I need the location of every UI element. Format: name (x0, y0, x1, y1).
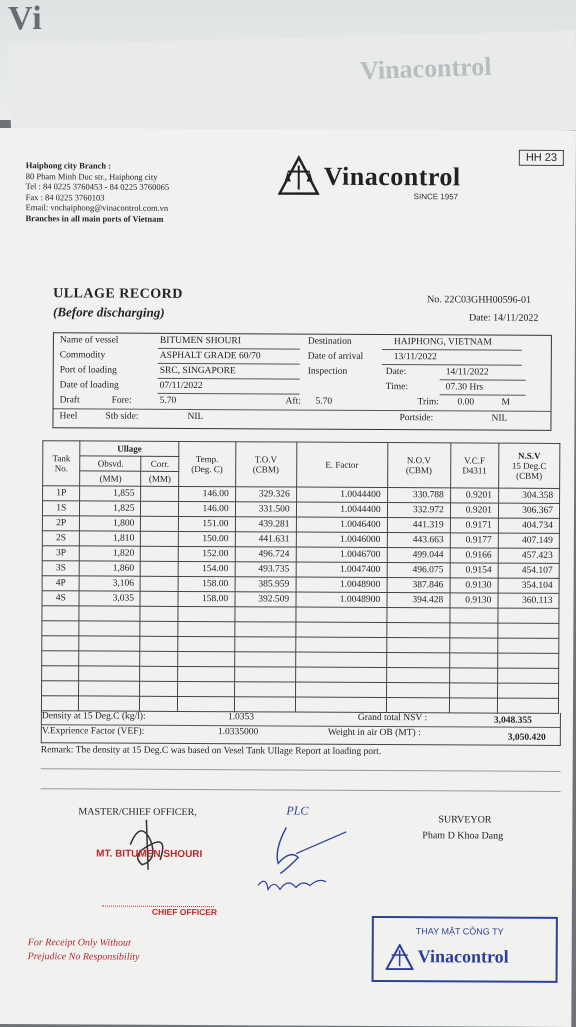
cell-tov: 385.959 (235, 577, 296, 592)
cell-tov (234, 637, 295, 652)
cell-tank (42, 621, 80, 636)
aft-value: 5.70 (316, 397, 333, 407)
cell-tank (42, 636, 80, 651)
aft-label: Aft: (286, 396, 301, 406)
cell-corr (140, 636, 178, 651)
record-number: No. 22C03GHH00596-01 (427, 294, 531, 306)
cell-tank: 2P (42, 516, 80, 531)
fore-label: Fore: (112, 396, 132, 406)
cell-ef: 1.0046400 (296, 517, 387, 532)
cell-vcf (449, 638, 497, 653)
cell-temp (178, 606, 235, 621)
header-nsv: N.S.V (518, 451, 541, 461)
chief-signature-icon (120, 815, 180, 875)
cell-ef: 1.0048900 (296, 592, 387, 607)
cell-nsv (497, 668, 558, 683)
branch-email: Email: vnchaiphong@vinacontrol.com.vn (26, 203, 169, 214)
cell-vcf (450, 623, 498, 638)
hh-code: HH 23 (519, 150, 564, 166)
cell-ef (295, 622, 386, 637)
cell-nsv (497, 683, 558, 698)
cell-corr (140, 681, 178, 696)
header-ullage: Ullage (117, 444, 142, 454)
surveyor-signature-icon (256, 819, 366, 906)
port-label: Port of loading (60, 365, 117, 375)
cell-corr (141, 576, 179, 591)
cell-temp: 152.00 (178, 546, 235, 561)
cell-tank: 3P (42, 546, 80, 561)
cell-obsvd: 1,855 (80, 486, 141, 501)
cell-nov (386, 638, 449, 653)
time-label: Time: (386, 382, 408, 392)
cell-vcf: 0.9130 (450, 578, 498, 593)
cell-ef: 1.0047400 (296, 562, 387, 577)
cell-ef (295, 697, 386, 712)
cell-nsv (498, 608, 559, 623)
header-tank: Tank (53, 453, 71, 463)
draft-label: Draft (60, 395, 80, 405)
cell-vcf (450, 608, 498, 623)
cell-ef: 1.0044400 (296, 502, 387, 517)
header-obsvd-unit: (MM) (100, 474, 122, 484)
cell-obsvd (79, 621, 140, 636)
header-efactor: E. Factor (325, 460, 358, 470)
grand-total-label: Grand total NSV : (358, 713, 427, 723)
cell-obsvd (79, 606, 140, 621)
cell-nov (386, 623, 449, 638)
portside-label: Portside: (399, 413, 433, 423)
cell-tank: 4S (42, 591, 80, 606)
cell-tov: 331.500 (235, 502, 296, 517)
cell-corr (140, 666, 178, 681)
cell-nsv (498, 653, 559, 668)
cell-vcf: 0.9171 (450, 518, 498, 533)
cell-corr (140, 591, 178, 606)
cell-temp: 151.00 (178, 516, 235, 531)
cell-tov (234, 667, 295, 682)
cell-nsv: 457.423 (498, 548, 559, 563)
cell-vcf: 0.9166 (450, 548, 498, 563)
stamp-company-line: THAY MẶT CÔNG TY (416, 926, 504, 936)
commodity-label: Commodity (60, 350, 105, 360)
cell-obsvd (79, 651, 140, 666)
document-title: ULLAGE RECORD (53, 286, 183, 303)
cell-ef (295, 667, 386, 682)
totals-box (41, 710, 561, 746)
cell-vcf (449, 698, 497, 713)
document-subtitle: (Before discharging) (53, 304, 165, 321)
cell-nov: 330.788 (387, 488, 450, 503)
cell-tov: 392.509 (235, 592, 296, 607)
cell-obsvd (79, 681, 140, 696)
chief-officer-stamp: CHIEF OFFICER (152, 907, 217, 917)
back-sheet-logo-2: Vinacontrol (360, 52, 492, 87)
cell-vcf: 0.9130 (450, 593, 498, 608)
cell-temp (177, 681, 234, 696)
cell-corr (141, 531, 179, 546)
header-temp: Temp. (196, 454, 219, 464)
cell-temp (178, 651, 235, 666)
cell-nov: 499.044 (387, 548, 450, 563)
cell-corr (140, 606, 178, 621)
cell-tov (234, 682, 295, 697)
cell-tov (234, 622, 295, 637)
heel-label: Heel (59, 411, 77, 421)
cell-corr (140, 651, 178, 666)
cell-tov: 496.724 (235, 547, 296, 562)
cell-temp: 146.00 (178, 501, 235, 516)
weight-value: 3,050.420 (508, 733, 546, 743)
branch-address: 80 Pham Minh Duc str., Haiphong city (26, 171, 169, 182)
cell-tank (41, 696, 79, 711)
branch-fax: Fax : 84 0225 3760103 (26, 192, 169, 203)
cell-nov: 332.972 (387, 503, 450, 518)
vessel-label: Name of vessel (60, 335, 119, 345)
header-vcf: V.C.F (464, 455, 485, 465)
destination-label: Destination (308, 337, 352, 347)
cell-obsvd: 1,810 (80, 531, 141, 546)
cell-nov (387, 608, 450, 623)
cell-ef: 1.0046700 (296, 547, 387, 562)
header-tov-unit: (CBM) (253, 464, 279, 474)
record-date: Date: 14/11/2022 (469, 312, 538, 323)
cell-tov: 493.735 (235, 562, 296, 577)
cell-obsvd: 1,800 (80, 516, 141, 531)
company-logo (278, 155, 320, 200)
cell-nov: 443.663 (387, 533, 450, 548)
cell-vcf: 0.9201 (450, 503, 498, 518)
receipt-line-1: For Receipt Only Without (28, 936, 140, 951)
cell-nov (386, 668, 449, 683)
grand-total-value: 3,048.355 (494, 716, 532, 726)
cell-nov (386, 653, 449, 668)
cell-obsvd (79, 636, 140, 651)
cell-nsv: 407.149 (498, 533, 559, 548)
cell-obsvd: 1,820 (80, 546, 141, 561)
cell-tank (42, 681, 80, 696)
branch-tel: Tel : 84 0225 3760453 - 84 0225 3760065 (26, 181, 169, 192)
stb-label: Stb side: (105, 412, 138, 422)
inspection-date-label: Date: (386, 367, 407, 377)
cell-temp: 154.00 (178, 561, 235, 576)
header-obsvd: Obsvd. (98, 459, 124, 469)
header-corr: Corr. (151, 459, 169, 469)
cell-ef: 1.0046000 (296, 532, 387, 547)
header-degc: (Deg. C) (191, 464, 223, 474)
cell-corr (141, 561, 179, 576)
cell-tank (42, 651, 80, 666)
trim-value: 0.00 (458, 397, 475, 407)
scales-icon (278, 155, 320, 195)
cell-nov: 496.075 (387, 563, 450, 578)
density-value: 1.0353 (228, 712, 254, 722)
cell-corr (141, 546, 179, 561)
destination-value: HAIPHONG, VIETNAM (394, 337, 492, 348)
commodity-value: ASPHALT GRADE 60/70 (160, 351, 261, 362)
weight-label: Weight in air OB (MT) : (328, 728, 421, 738)
cell-temp (177, 696, 234, 711)
branch-network: Branches in all main ports of Vietnam (25, 213, 168, 224)
cell-nsv: 306.367 (498, 503, 559, 518)
cell-vcf (449, 653, 497, 668)
header-nsv-unit: (CBM) (516, 471, 542, 481)
cell-tov (234, 652, 295, 667)
cell-nsv: 360.113 (498, 593, 559, 608)
cell-ef (295, 652, 386, 667)
loading-date-value: 07/11/2022 (160, 381, 203, 391)
cell-tank: 4P (42, 576, 80, 591)
cell-corr (141, 501, 179, 516)
cell-temp: 158.00 (178, 591, 235, 606)
logo-name: Vinacontrol (324, 162, 461, 193)
cell-corr (141, 516, 179, 531)
cell-corr (140, 696, 178, 711)
cell-tank: 1S (42, 501, 80, 516)
remark: Remark: The density at 15 Deg.C was based on Vesel Tank Ullage Report at loading port. (41, 745, 559, 758)
cell-obsvd: 3,035 (79, 591, 140, 606)
cell-nov: 387.846 (387, 578, 450, 593)
cell-ef (295, 682, 386, 697)
cell-corr (140, 621, 178, 636)
cell-tov (234, 697, 295, 712)
cell-obsvd: 3,106 (80, 576, 141, 591)
cell-nsv (497, 698, 558, 713)
cell-nsv: 354.104 (498, 578, 559, 593)
vessel-value: BITUMEN SHOURI (160, 336, 241, 346)
cell-tov: 329.326 (235, 487, 296, 502)
cell-ef: 1.0044400 (296, 487, 387, 502)
vessel-info-box (52, 332, 551, 431)
port-value: SRC, SINGAPORE (160, 366, 236, 376)
vinacontrol-stamp (372, 916, 558, 983)
cell-tov (235, 607, 296, 622)
cell-temp (178, 636, 235, 651)
header-tov: T.O.V (255, 454, 277, 464)
trim-unit: M (502, 398, 511, 408)
cell-temp (178, 621, 235, 636)
inspection-date-value: 14/11/2022 (446, 367, 489, 377)
stb-value: NIL (187, 412, 203, 422)
cell-obsvd (79, 696, 140, 711)
cell-ef (296, 607, 387, 622)
header-corr-unit: (MM) (149, 474, 171, 484)
header-no: No. (55, 463, 68, 473)
branch-info (25, 160, 169, 224)
cell-tank: 2S (42, 531, 80, 546)
cell-tank: 3S (42, 561, 80, 576)
cell-vcf (449, 683, 497, 698)
time-value: 07.30 Hrs (446, 382, 484, 392)
trim-label: Trim: (418, 397, 439, 407)
surveyor-label: SURVEYOR (438, 814, 491, 825)
cell-nsv (498, 638, 559, 653)
cell-nsv: 304.358 (498, 488, 559, 503)
header-nov-unit: (CBM) (406, 465, 432, 475)
cell-ef (295, 637, 386, 652)
cell-obsvd: 1,825 (80, 501, 141, 516)
stamp-name: Vinacontrol (418, 946, 509, 967)
portside-value: NIL (491, 414, 507, 424)
branch-title: Haiphong city Branch : (26, 160, 169, 171)
cell-nsv (498, 623, 559, 638)
cell-nov: 441.319 (387, 518, 450, 533)
vef-value: 1.0335000 (218, 727, 258, 737)
ullage-table (41, 440, 560, 714)
cell-vcf (449, 668, 497, 683)
cell-obsvd (79, 666, 140, 681)
cell-nov: 394.428 (387, 593, 450, 608)
cell-tov: 439.281 (235, 517, 296, 532)
density-label: Density at 15 Deg.C (kg/l): (42, 711, 146, 722)
cell-temp: 150.00 (178, 531, 235, 546)
cell-tank (42, 606, 80, 621)
plc-initials: PLC (286, 804, 308, 819)
cell-corr (141, 486, 179, 501)
receipt-note (28, 936, 140, 965)
ullage-document (0, 128, 576, 1027)
stamp-scales-icon (386, 944, 414, 970)
cell-nsv: 404.734 (498, 518, 559, 533)
cell-vcf: 0.9154 (450, 563, 498, 578)
cell-ef: 1.0048900 (296, 577, 387, 592)
cell-temp: 158.00 (178, 576, 235, 591)
fore-value: 5.70 (160, 396, 177, 406)
cell-nov (386, 683, 449, 698)
loading-date-label: Date of loading (60, 380, 119, 390)
cell-nov (386, 698, 449, 713)
header-nov: N.O.V (407, 455, 431, 465)
logo-since: SINCE 1957 (414, 192, 459, 201)
cell-obsvd: 1,860 (80, 561, 141, 576)
cell-vcf: 0.9201 (450, 488, 498, 503)
inspection-label: Inspection (308, 367, 348, 377)
cell-tank: 1P (43, 486, 81, 501)
master-label: MASTER/CHIEF OFFICER, (78, 806, 196, 818)
header-d4311: D4311 (462, 465, 486, 475)
back-sheet-logo: Vi (8, 0, 43, 38)
cell-tov: 441.631 (235, 532, 296, 547)
ship-stamp: MT. BITUMEN SHOURI (96, 849, 202, 861)
cell-temp: 146.00 (178, 486, 235, 501)
cell-nsv: 454.107 (498, 563, 559, 578)
surveyor-name: Pham D Khoa Dang (422, 830, 503, 841)
header-15degc: 15 Deg.C (512, 461, 547, 471)
cell-tank (42, 666, 80, 681)
arrival-label: Date of arrival (308, 352, 363, 362)
cell-vcf: 0.9177 (450, 533, 498, 548)
receipt-line-2: Prejudice No Responsibility (28, 950, 140, 965)
vef-label: V.Exprience Factor (VEF): (42, 726, 145, 737)
cell-temp (178, 666, 235, 681)
arrival-value: 13/11/2022 (394, 352, 437, 362)
